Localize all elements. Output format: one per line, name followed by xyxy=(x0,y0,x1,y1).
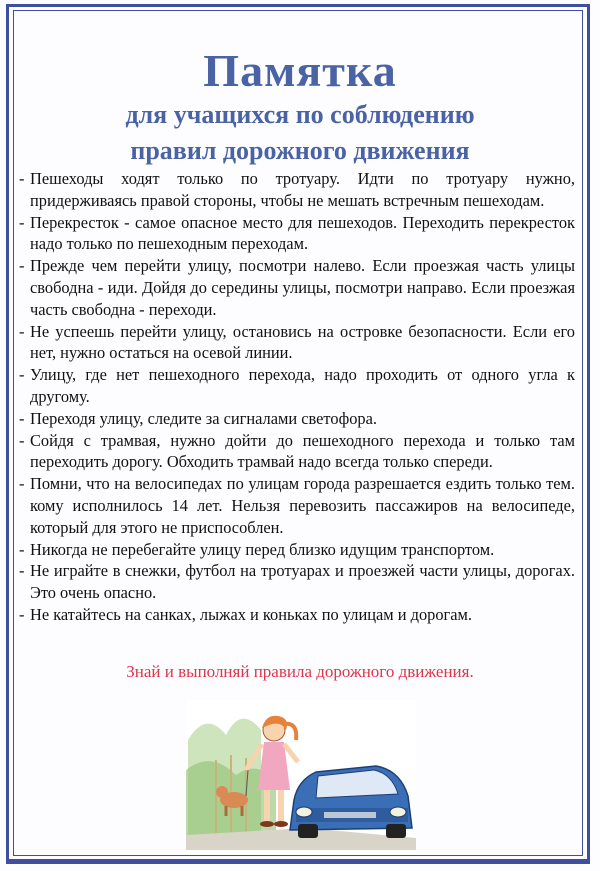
memo-title: Памятка xyxy=(203,45,397,96)
girl-and-car-illustration xyxy=(186,700,416,850)
memo-subtitle-line2: правил дорожного движения xyxy=(130,136,470,165)
rule-item: - Не успеешь перейти улицу, остановись на островке безопасности. Если его нет, нужно остаться на осевой линии. xyxy=(19,321,575,365)
memo-subtitle-line1: для учащихся по соблюдению xyxy=(125,100,475,129)
rule-item: - Не катайтесь на санках, лыжах и коньках по улицам и дорогам. xyxy=(19,604,575,626)
car-figure xyxy=(290,766,412,838)
rule-item: - Не играйте в снежки, футбол на тротуарах и проезжей части улицы, дорогах. Это очень опасно. xyxy=(19,560,575,604)
rule-item: - Улицу, где нет пешеходного перехода, надо проходить от одного угла к другому. xyxy=(19,364,575,408)
rule-item: - Сойдя с трамвая, нужно дойти до пешеходного перехода и только там переходить дорогу. Обходить трамвай надо всегда только спереди. xyxy=(19,430,575,474)
rule-item: - Прежде чем перейти улицу, посмотри налево. Если проезжая часть улицы свободна - иди. Дойдя до середины улицы, посмотри направо. Если проезжая часть свободна - переходи. xyxy=(19,255,575,320)
rule-item: - Перекресток - самое опасное место для пешеходов. Переходить перекресток надо только по пешеходным переходам. xyxy=(19,212,575,256)
rule-item: - Никогда не перебегайте улицу перед близко идущим транспортом. xyxy=(19,539,575,561)
rules-list xyxy=(19,168,575,626)
rule-item: - Помни, что на велосипедах по улицам города разрешается ездить только тем. кому исполнилось 14 лет. Нельзя перевозить пассажиров на велосипеде, который для этого не приспособлен. xyxy=(19,473,575,538)
illustration-svg xyxy=(186,700,416,850)
memo-motto: Знай и выполняй правила дорожного движения. xyxy=(126,662,474,681)
rule-item: - Пешеходы ходят только по тротуару. Идти по тротуару нужно, придерживаясь правой стороны, чтобы не мешать встречным пешеходам. xyxy=(19,168,575,212)
rule-item: - Переходя улицу, следите за сигналами светофора. xyxy=(19,408,575,430)
frame-bottom-band xyxy=(6,859,590,864)
